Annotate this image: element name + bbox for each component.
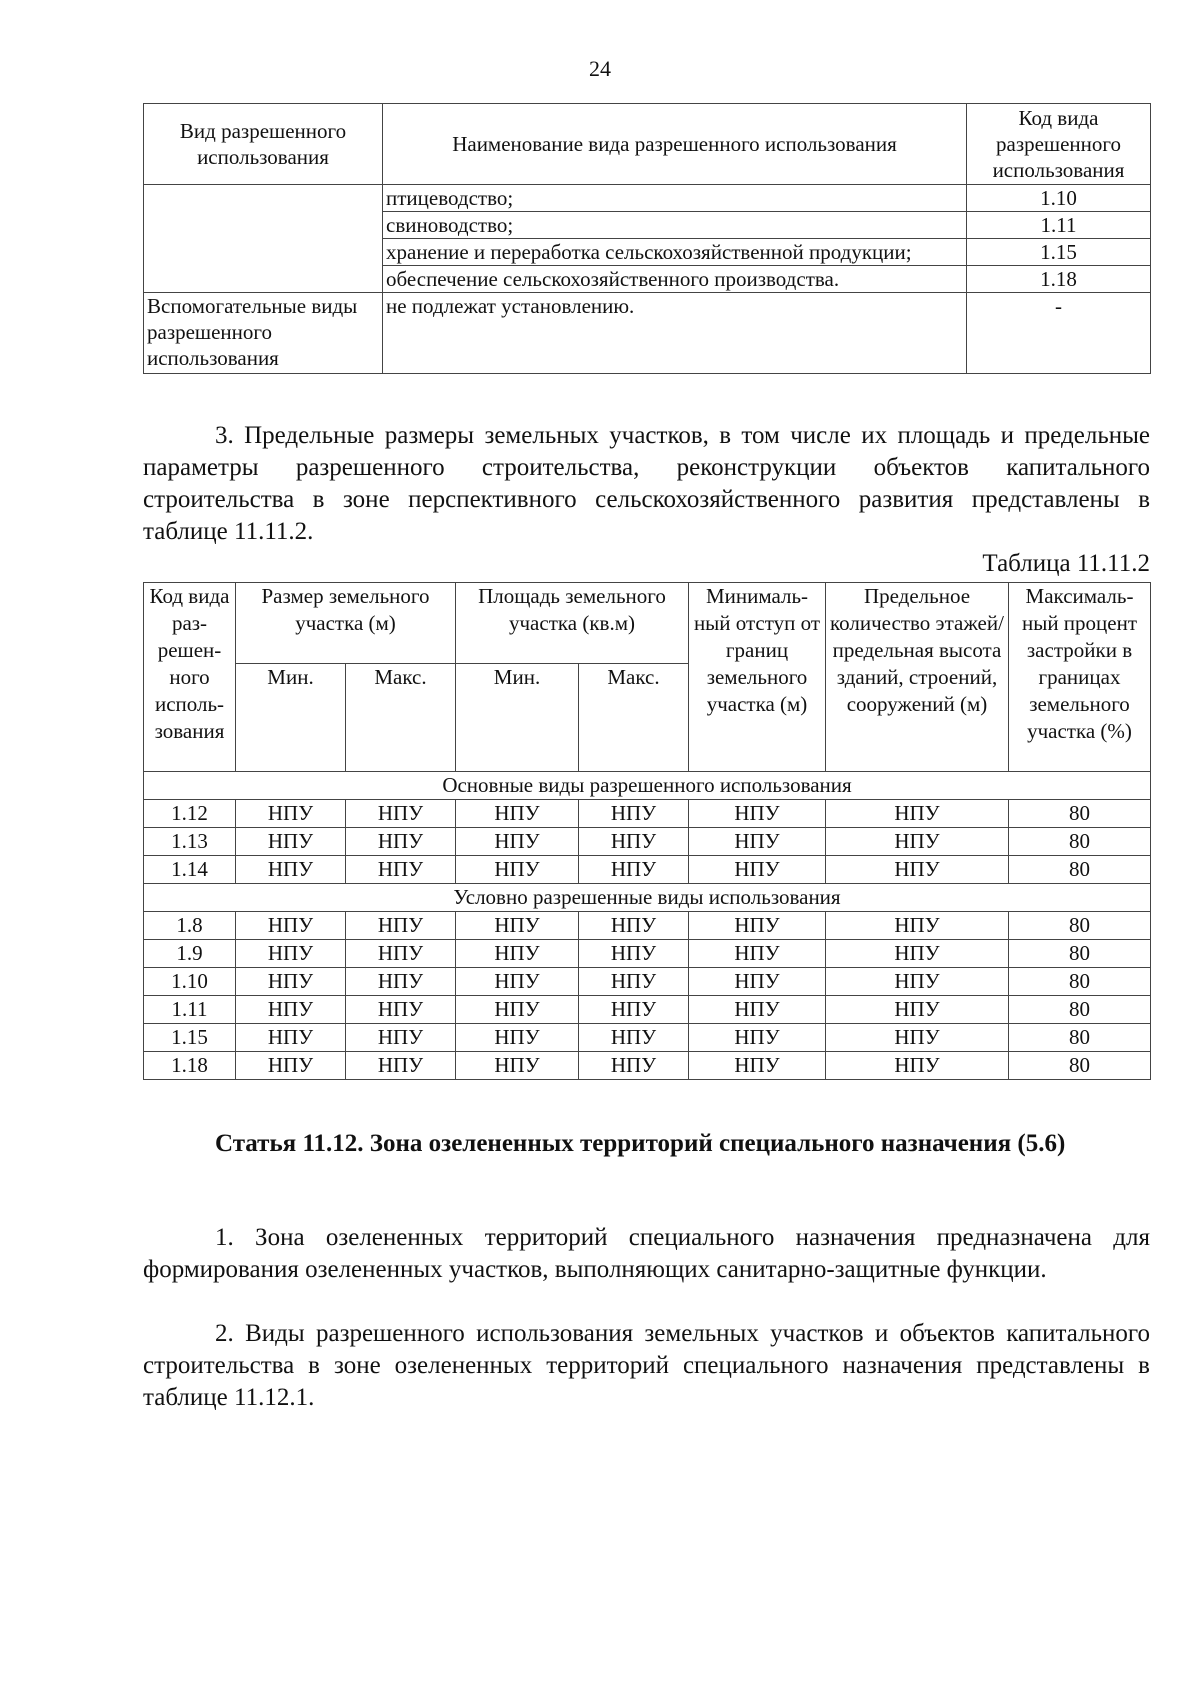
article-heading	[143, 1128, 1150, 1160]
row-code-cell: 1.12	[144, 800, 236, 828]
row-value-cell: НПУ	[236, 940, 346, 968]
row-value-cell: НПУ	[689, 856, 826, 884]
row-code-cell: 1.15	[144, 1024, 236, 1052]
header-code: Код вида разрешенного использования	[967, 104, 1151, 185]
row-value-cell: НПУ	[346, 912, 456, 940]
row-value-cell: 80	[1009, 800, 1151, 828]
row-value-cell: НПУ	[456, 996, 579, 1024]
row-value-cell: НПУ	[579, 856, 689, 884]
page-number: 24	[589, 56, 611, 81]
row-value-cell: НПУ	[456, 968, 579, 996]
use-code: 1.15	[967, 239, 1151, 266]
row-value-cell: НПУ	[346, 1052, 456, 1080]
table-row	[144, 912, 1151, 940]
paragraph-a1	[143, 1222, 1150, 1286]
row-value-cell: НПУ	[579, 1052, 689, 1080]
table-row	[144, 856, 1151, 884]
row-value-cell: НПУ	[346, 968, 456, 996]
row-value-cell: 80	[1009, 1052, 1151, 1080]
row-value-cell: НПУ	[826, 1024, 1009, 1052]
row-value-cell: НПУ	[826, 996, 1009, 1024]
row-value-cell: 80	[1009, 940, 1151, 968]
row-value-cell: 80	[1009, 912, 1151, 940]
row-value-cell: 80	[1009, 996, 1151, 1024]
table-row	[144, 800, 1151, 828]
row-value-cell: НПУ	[826, 1052, 1009, 1080]
article-title: Статья 11.12. Зона озелененных территорий специального назначения (5.6)	[215, 1130, 1066, 1157]
row-value-cell: НПУ	[579, 1024, 689, 1052]
row-value-cell: НПУ	[826, 968, 1009, 996]
aux-code: -	[967, 293, 1151, 374]
use-code: 1.18	[967, 266, 1151, 293]
table-row	[144, 293, 1151, 374]
row-code-cell: 1.9	[144, 940, 236, 968]
header-size-max: Макс.	[346, 664, 456, 772]
row-value-cell: 80	[1009, 968, 1151, 996]
paragraph-a1-text: 1. Зона озелененных территорий специального назначения предназначена для формирования озелененных участков, выполняющих санитарно-защитные функции.	[143, 1224, 1150, 1283]
empty-kind-cell	[144, 185, 383, 293]
row-code-cell: 1.18	[144, 1052, 236, 1080]
paragraph-a2	[143, 1318, 1150, 1414]
row-value-cell: НПУ	[456, 912, 579, 940]
row-value-cell: НПУ	[346, 828, 456, 856]
row-value-cell: 80	[1009, 1024, 1151, 1052]
table-row	[144, 1052, 1151, 1080]
header-code: Код вида раз-решен-ного исполь-зования	[144, 583, 236, 772]
row-value-cell: НПУ	[346, 996, 456, 1024]
row-value-cell: НПУ	[236, 828, 346, 856]
row-value-cell: НПУ	[456, 856, 579, 884]
row-value-cell: НПУ	[689, 968, 826, 996]
paragraph-3	[143, 420, 1150, 548]
row-value-cell: НПУ	[346, 940, 456, 968]
table-caption: Таблица 11.11.2	[982, 550, 1150, 577]
row-value-cell: НПУ	[689, 800, 826, 828]
row-value-cell: НПУ	[826, 856, 1009, 884]
row-code-cell: 1.10	[144, 968, 236, 996]
header-name: Наименование вида разрешенного использования	[383, 104, 967, 185]
row-value-cell: НПУ	[236, 1052, 346, 1080]
section-title-main: Основные виды разрешенного использования	[144, 772, 1151, 800]
use-code: 1.10	[967, 185, 1151, 212]
row-value-cell: НПУ	[826, 940, 1009, 968]
row-value-cell: НПУ	[236, 800, 346, 828]
row-value-cell: НПУ	[579, 828, 689, 856]
header-area: Площадь земельного участка (кв.м)	[456, 583, 689, 664]
row-value-cell: НПУ	[346, 800, 456, 828]
row-value-cell: НПУ	[579, 912, 689, 940]
header-area-max: Макс.	[579, 664, 689, 772]
row-value-cell: НПУ	[579, 940, 689, 968]
row-value-cell: НПУ	[689, 940, 826, 968]
table-header-row	[144, 104, 1151, 185]
section-row-main	[144, 772, 1151, 800]
row-value-cell: НПУ	[346, 856, 456, 884]
parameters-table	[143, 582, 1151, 1080]
table-row	[144, 940, 1151, 968]
use-name: обеспечение сельскохозяйственного производства.	[383, 266, 967, 293]
conditional-rows	[144, 912, 1151, 1080]
row-code-cell: 1.14	[144, 856, 236, 884]
row-value-cell: НПУ	[236, 996, 346, 1024]
row-value-cell: НПУ	[689, 1052, 826, 1080]
header-area-min: Мин.	[456, 664, 579, 772]
land-use-table	[143, 103, 1151, 374]
row-value-cell: НПУ	[826, 828, 1009, 856]
use-name: птицеводство;	[383, 185, 967, 212]
paragraph-a2-text: 2. Виды разрешенного использования земельных участков и объектов капитального строительства в зоне озелененных территорий специального назначения представлены в таблице 11.12.1.	[143, 1320, 1150, 1411]
row-value-cell: НПУ	[689, 1024, 826, 1052]
row-code-cell: 1.8	[144, 912, 236, 940]
row-value-cell: НПУ	[689, 828, 826, 856]
row-value-cell: НПУ	[346, 1024, 456, 1052]
section-title-conditional: Условно разрешенные виды использования	[144, 884, 1151, 912]
header-kind: Вид разрешенного использования	[144, 104, 383, 185]
row-value-cell: НПУ	[236, 912, 346, 940]
row-value-cell: НПУ	[689, 996, 826, 1024]
row-value-cell: НПУ	[456, 800, 579, 828]
row-value-cell: НПУ	[456, 1052, 579, 1080]
aux-name: не подлежат установлению.	[383, 293, 967, 374]
use-name: хранение и переработка сельскохозяйственной продукции;	[383, 239, 967, 266]
table-row	[144, 968, 1151, 996]
table-row	[144, 996, 1151, 1024]
header-size-min: Мин.	[236, 664, 346, 772]
row-value-cell: 80	[1009, 856, 1151, 884]
row-value-cell: НПУ	[236, 968, 346, 996]
row-value-cell: НПУ	[826, 912, 1009, 940]
header-floors: Предельное количество этажей/ предельная высота зданий, строений, сооружений (м)	[826, 583, 1009, 772]
use-name: свиноводство;	[383, 212, 967, 239]
row-value-cell: НПУ	[579, 800, 689, 828]
row-value-cell: НПУ	[456, 1024, 579, 1052]
row-value-cell: 80	[1009, 828, 1151, 856]
table-row	[144, 185, 1151, 212]
header-coverage: Максималь-ный процент застройки в границах земельного участка (%)	[1009, 583, 1151, 772]
aux-kind: Вспомогательные виды разрешенного использования	[144, 293, 383, 374]
row-value-cell: НПУ	[826, 800, 1009, 828]
row-value-cell: НПУ	[579, 968, 689, 996]
paragraph-3-text: 3. Предельные размеры земельных участков, в том числе их площадь и предельные параметры разрешенного строительства, реконструкции объектов капитального строительства в зоне перспективного сельскохозяйственного развития представлены в таблице 11.11.2.	[143, 422, 1150, 545]
row-code-cell: 1.11	[144, 996, 236, 1024]
row-value-cell: НПУ	[689, 912, 826, 940]
header-size: Размер земельного участка (м)	[236, 583, 456, 664]
row-value-cell: НПУ	[236, 856, 346, 884]
main-rows	[144, 800, 1151, 884]
row-value-cell: НПУ	[456, 940, 579, 968]
row-value-cell: НПУ	[236, 1024, 346, 1052]
row-value-cell: НПУ	[456, 828, 579, 856]
header-setback: Минималь-ный отступ от границ земельного участка (м)	[689, 583, 826, 772]
row-code-cell: 1.13	[144, 828, 236, 856]
table-header-row	[144, 583, 1151, 664]
table-row	[144, 828, 1151, 856]
row-value-cell: НПУ	[579, 996, 689, 1024]
table-row	[144, 1024, 1151, 1052]
use-code: 1.11	[967, 212, 1151, 239]
section-row-conditional	[144, 884, 1151, 912]
